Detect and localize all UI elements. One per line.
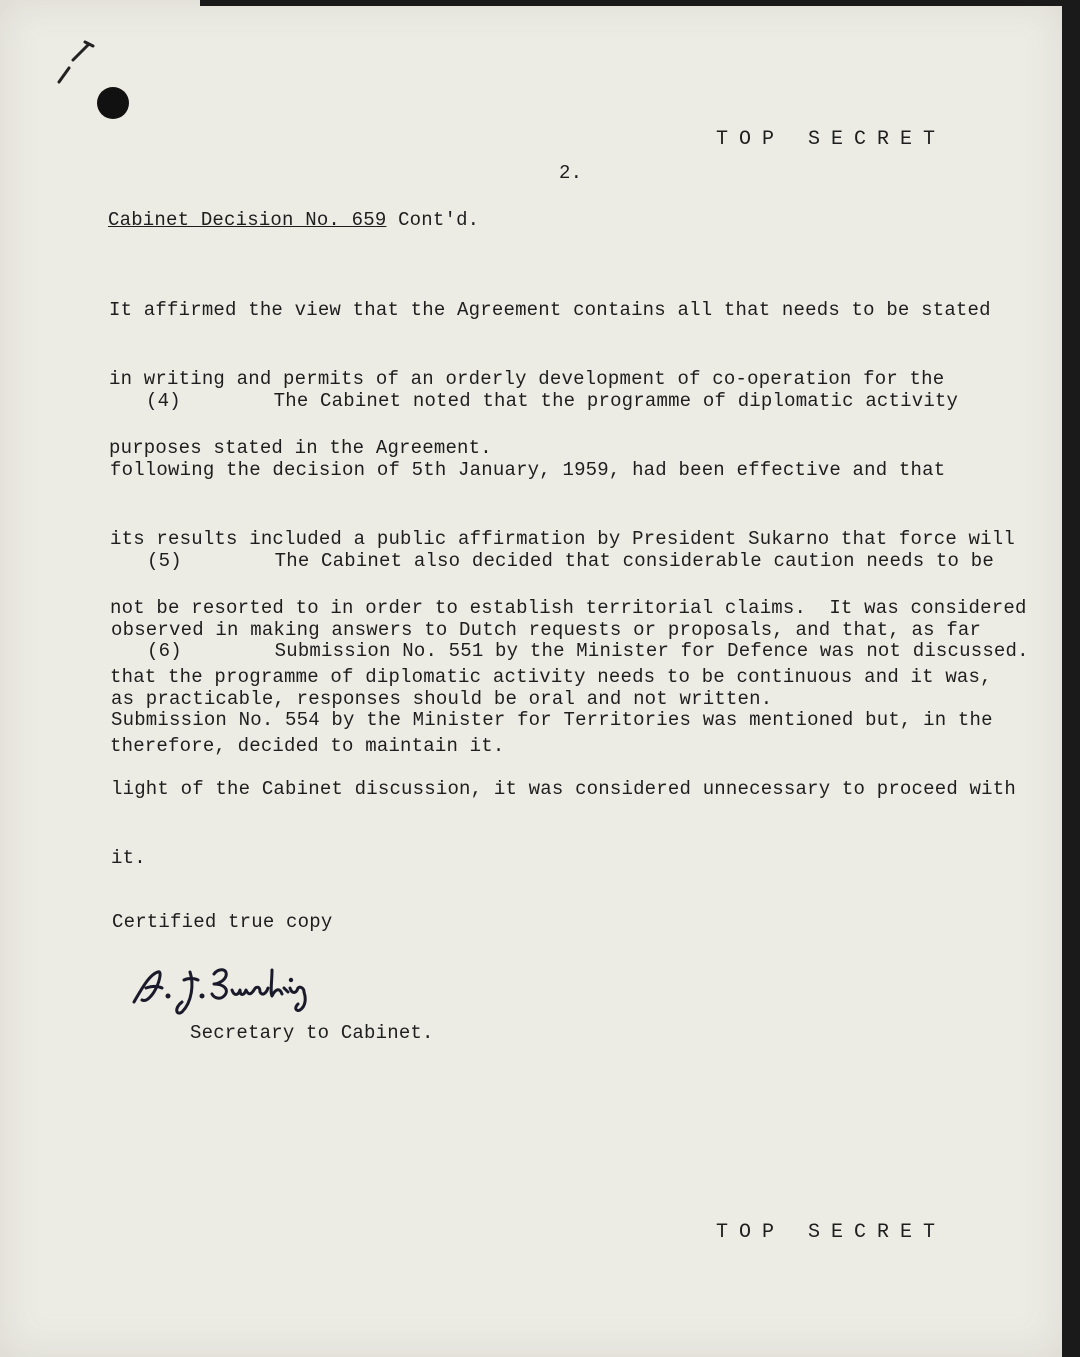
scan-edge-top bbox=[200, 0, 1080, 6]
text-line: following the decision of 5th January, 1959, had been effective and that bbox=[110, 459, 946, 481]
text-line: light of the Cabinet discussion, it was considered unnecessary to proceed with bbox=[111, 778, 1016, 800]
text-line: (5) The Cabinet also decided that considerable caution needs to be bbox=[147, 550, 994, 572]
heading bbox=[108, 209, 479, 232]
bottom-classification: TOP SECRET bbox=[716, 1221, 947, 1244]
text-line: observed in making answers to Dutch requests or proposals, and that, as far bbox=[111, 619, 982, 641]
text-line: (6) Submission No. 551 by the Minister for Defence was not discussed. bbox=[147, 640, 1029, 662]
scan-edge-right bbox=[1062, 0, 1080, 1357]
signatory-title: Secretary to Cabinet. bbox=[190, 1022, 434, 1044]
page-number: 2. bbox=[559, 162, 583, 184]
top-classification: TOP SECRET bbox=[716, 128, 947, 151]
text-line: not be resorted to in order to establish territorial claims. It was considered bbox=[110, 597, 1027, 619]
pencil-mark-icon bbox=[55, 40, 95, 86]
text-line: its results included a public affirmation by President Sukarno that force will bbox=[110, 528, 1015, 550]
text-line: purposes stated in the Agreement. bbox=[109, 437, 492, 459]
text-line: It affirmed the view that the Agreement contains all that needs to be stated bbox=[109, 299, 991, 321]
heading-suffix: Cont'd. bbox=[398, 209, 480, 231]
text-line: (4) The Cabinet noted that the programme of diplomatic activity bbox=[146, 390, 959, 412]
text-line: it. bbox=[111, 847, 146, 869]
heading-title: Cabinet Decision No. 659 bbox=[108, 209, 387, 231]
text-line: that the programme of diplomatic activity needs to be continuous and it was, bbox=[110, 666, 992, 688]
text-line: in writing and permits of an orderly development of co-operation for the bbox=[109, 368, 945, 390]
text-line: as practicable, responses should be oral and not written. bbox=[111, 688, 773, 710]
certified-label: Certified true copy bbox=[112, 911, 333, 933]
signature-icon bbox=[128, 958, 368, 1018]
text-line: therefore, decided to maintain it. bbox=[110, 735, 505, 757]
paragraph-6 bbox=[111, 594, 1029, 916]
text-line: Submission No. 554 by the Minister for Territories was mentioned but, in the bbox=[111, 709, 993, 731]
punch-hole-icon bbox=[97, 87, 129, 119]
